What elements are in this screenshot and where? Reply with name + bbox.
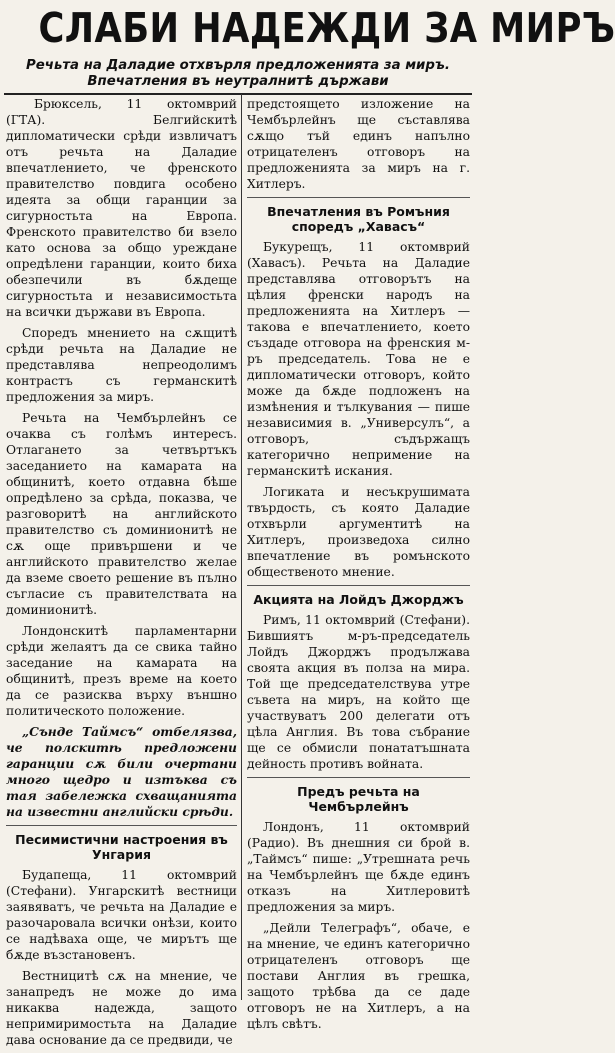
- newspapers-opinion-paragraph: Вестницитѣ сѫ на мнение, че занапредъ не може до има никаква надежда, защото непримиримостьта на Даладие дава основание да се предвиди, че: [6, 969, 237, 1047]
- section-divider: [247, 197, 470, 198]
- section-heading-hungary: Песимистични настроения въ Унгария: [15, 832, 228, 862]
- section-heading-lloyd-george: Акцията на Лойдъ Джорджъ: [253, 592, 464, 607]
- left-column: [6, 96, 237, 1053]
- brussels-report: Брюксель, 11 октомврий (ГТА). Белгийскитѣ дипломатически срѣди извличатъ отъ речьта на Даладие впечатлението, че френското правителство повдига особено идеята за общи гаранции за сигурностьта на Европа. Френското правителство би взело като основа за общо уреждане опредѣлени гаранции, които биха обезпечили въ бѫдеще сигурностьта и независимостьта на всички държави въ Европа.: [6, 97, 237, 319]
- chamberlain-expected-paragraph: Речьта на Чембърлейнъ се очаква съ голѣмъ интересъ. Отлагането за четвъртъкъ заседанието на камарата на общинитѣ, което отдавна бѣше опредѣлено за срѣда, показва, че разговоритѣ на английското правителство съ доминионитѣ не сѫ още привършени и че английското правителство желае да вземе своето решение въ пълно съгласие съ правителствата на доминионитѣ.: [6, 411, 237, 617]
- daily-telegraph-paragraph: „Дейли Телеграфъ“, обаче, е на мнение, че единъ категорично отрицателенъ отговоръ ще постави Англия въ грешка, защото трѣбва да се даде отговоръ не на Хитлеръ, а на цѣлъ свѣтъ.: [247, 921, 470, 1031]
- continuation-paragraph: предстоящето изложение на Чембърлейнъ ще съставлява сѫщо тъй единъ напълно отрицателенъ отговоръ на предложенията за миръ на г. Хитлеръ.: [247, 97, 470, 191]
- logic-paragraph: Логиката и несъкрушимата твърдость, съ която Даладие отхвърли аргументитѣ на Хитлеръ, произведоха силно впечатление въ ромънското общественото мнение.: [247, 485, 470, 579]
- right-column: [247, 96, 470, 1037]
- headline: СЛАБИ НАДЕЖДИ ЗА МИРЪ: [38, 4, 615, 52]
- sunday-times-paragraph: „Сънде Таймсъ“ отбелязва, че полскитѣ предложени гаранции сѫ били очертани много щедро и изтъква съ тая забележка схващанията на известни английски срѣди.: [6, 724, 237, 819]
- contrast-paragraph: Споредъ мнението на сѫщитѣ срѣди речьта на Даладие не представлява непреодолимъ контрастъ съ германскитѣ предложения за миръ.: [6, 326, 237, 404]
- london-report: Лондонъ, 11 октомврий (Радио). Въ днешния си брой в. „Таймсъ“ пише: „Утрешната речь на Чембърлейнъ ще бѫде единъ отказъ на Хитлеровитѣ предложения за миръ.: [247, 820, 470, 914]
- budapest-report: Будапеща, 11 октомврий (Стефани). Унгарскитѣ вестници заявяватъ, че речьта на Даладие е разочаровала всички онѣзи, които се надѣваха още, че мирътъ ще бѫде възстановенъ.: [6, 868, 237, 962]
- section-heading-romania: Впечатления въ Ромъния споредъ „Хавасъ“: [267, 204, 450, 234]
- subheadline: Речьта на Даладие отхвърля предложенията за миръ. Впечатления въ неутралнитѣ държави: [26, 58, 450, 89]
- header-rule: [4, 93, 472, 95]
- section-divider: [247, 777, 470, 778]
- section-divider: [247, 585, 470, 586]
- section-heading-chamberlain: Предъ речьта на Чембърлейнъ: [297, 784, 420, 814]
- london-circles-paragraph: Лондонскитѣ парламентарни срѣди желаятъ да се свика тайно заседание на камарата на общинитѣ, презъ време на което да се разисква върху външно политическото положение.: [6, 624, 237, 718]
- bucharest-report: Букурещъ, 11 октомврий (Хавасъ). Речьта на Даладие представлява отговорътъ на цѣлия френски народъ на предложенията на Хитлеръ — такова е впечатлението, което създаде отговора на френския м-ръ председатель. Това не е дипломатически отговоръ, който може да бѫде подложенъ на измѣнения и тълкувания — пише независимия в. „Универсулъ“, а отговоръ, съдържащъ категорично непримение на германскитѣ искания.: [247, 240, 470, 478]
- rome-report: Римъ, 11 октомврий (Стефани). Бившиятъ м-ръ-председатель Лойдъ Джорджъ продължава своята акция въ полза на мира. Той ще председателствува утре съвета на миръ, на който ще участвуватъ 200 делегати отъ цѣла Англия. Въ това събрание ще се обмисли понататъшната дейность противъ войната.: [247, 613, 470, 771]
- section-divider: [6, 825, 237, 826]
- column-divider: [241, 94, 242, 1000]
